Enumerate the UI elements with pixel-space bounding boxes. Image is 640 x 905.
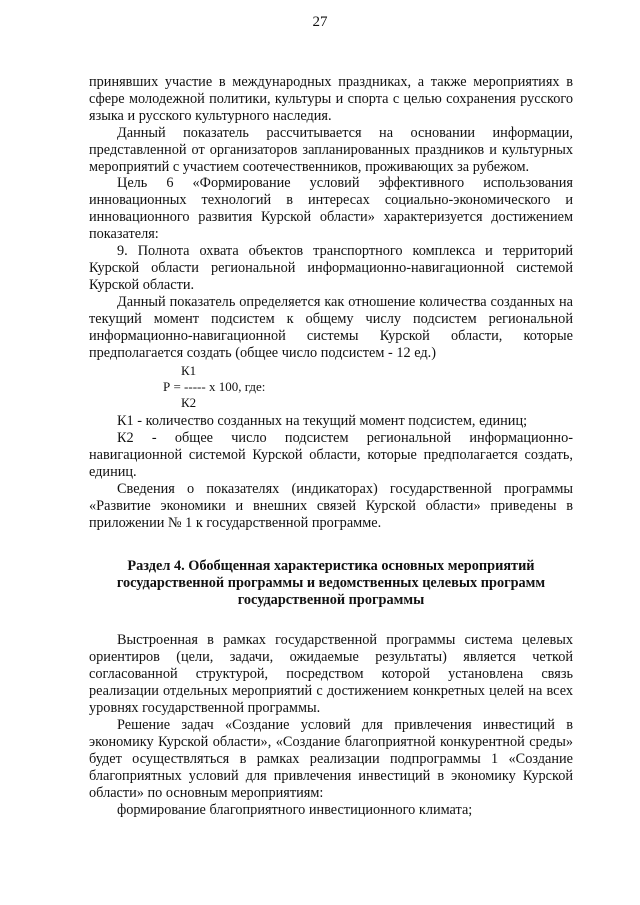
paragraph: Цель 6 «Формирование условий эффективного использования инновационных технологий в интересах социально-экономического и инновационного развития Курской области» характеризуется достижением показателя: xyxy=(89,175,573,243)
paragraph: Выстроенная в рамках государственной программы система целевых ориентиров (цели, задачи, ожидаемые результаты) является четкой согласованной структурой, посредством которой установлена связь реализации отдельных мероприятий с достижением конкретных целей на всех уровнях государственной программы. xyxy=(89,632,573,717)
formula-numerator: К1 xyxy=(181,363,197,379)
formula-denominator: К2 xyxy=(181,395,197,411)
paragraph-k1-definition: К1 - количество созданных на текущий момент подсистем, единиц; xyxy=(117,413,528,430)
paragraph-continuation: принявших участие в международных праздниках, а также мероприятиях в сфере молодежной политики, культуры и спорта с целью сохранения русского языка и русского культурного наследия. xyxy=(89,74,573,124)
document-body xyxy=(89,74,573,818)
formula-expression: Р = ----- х 100, где: xyxy=(163,379,266,395)
page-number: 27 xyxy=(312,14,328,30)
paragraph-indicator-9: 9. Полнота охвата объектов транспортного комплекса и территорий Курской области региональной информационно-навигационной системой Курской области. xyxy=(89,243,573,293)
paragraph-k2-definition: К2 - общее число подсистем региональной информационно-навигационной системой Курской области, которые предполагается создать, единиц. xyxy=(89,430,573,481)
paragraph: формирование благоприятного инвестиционного климата; xyxy=(117,801,473,818)
paragraph: Решение задач «Создание условий для привлечения инвестиций в экономику Курской области», «Создание благоприятной конкурентной среды» будет осуществляться в рамках реализации подпрограммы 1 «Создание благоприятных условий для привлечения инвестиций в экономику Курской области» по основным мероприятиям: xyxy=(89,717,573,801)
paragraph: Сведения о показателях (индикаторах) государственной программы «Развитие экономики и внешних связей Курской области» приведены в приложении № 1 к государственной программе. xyxy=(89,481,573,531)
paragraph: Данный показатель рассчитывается на основании информации, представленной от организаторов запланированных праздников и культурных мероприятий с участием соотечественников, проживающих за рубежом. xyxy=(89,124,573,175)
section-title: Раздел 4. Обобщенная характеристика основных мероприятий государственной программы и ведомственных целевых программ государственной программы xyxy=(116,557,546,608)
formula xyxy=(89,363,573,411)
paragraph: Данный показатель определяется как отношение количества созданных на текущий момент подсистем к общему числу подсистем региональной информационно-навигационной системы Курской области, которые предполагается создать (общее число подсистем - 12 ед.) xyxy=(89,293,573,361)
